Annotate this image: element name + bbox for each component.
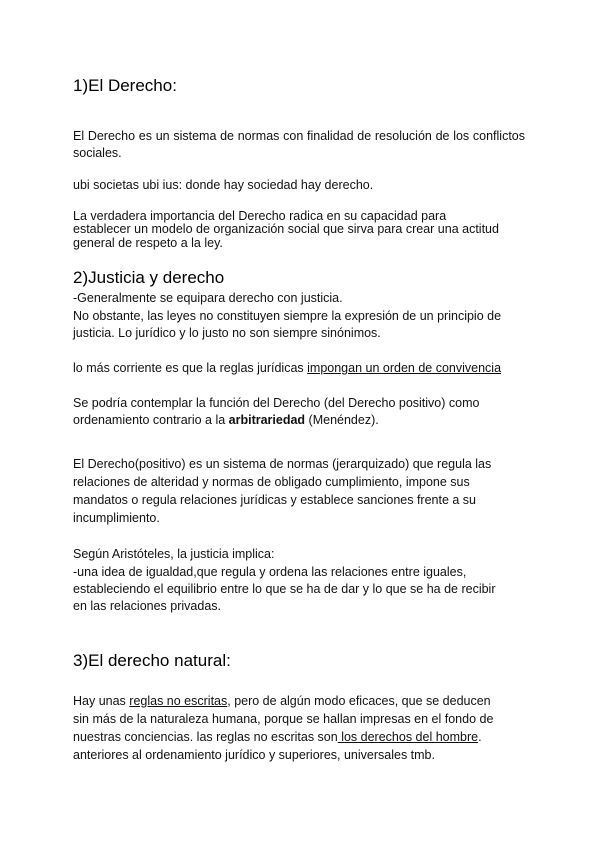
- bold-term-arbitrariedad: arbitrariedad: [228, 413, 306, 427]
- section-1-paragraph-3-line-1: La verdadera importancia del Derecho radica en su capacidad para: [73, 209, 447, 223]
- section-2-line-8: relaciones de alteridad y normas de obligado cumplimiento, impone sus: [73, 475, 470, 489]
- section-1-heading: 1)El Derecho:: [73, 76, 177, 95]
- section-3-line-3-period: .: [478, 730, 482, 744]
- section-3-line-3: [73, 729, 482, 746]
- underlined-phrase-reglas-no-escritas: reglas no escritas: [129, 694, 228, 708]
- section-2-line-12: -una idea de igualdad,que regula y ordena las relaciones entre iguales,: [73, 565, 467, 579]
- section-2-line-5: Se podría contemplar la función del Derecho (del Derecho positivo) como: [73, 396, 480, 410]
- section-2-line-6-text: ordenamiento contrario a la: [73, 413, 229, 427]
- section-2-heading: 2)Justicia y derecho: [73, 268, 225, 287]
- section-2-line-9: mandatos o regula relaciones jurídicas y establece sanciones frente a su: [73, 493, 477, 507]
- section-2-line-13: estableciendo el equilibrio entre lo que se ha de dar y lo que se ha de recibir: [73, 582, 496, 596]
- underlined-phrase-derechos-del-hombre: los derechos del hombre: [337, 730, 479, 744]
- section-3-line-3-text: nuestras conciencias. las reglas no escritas son: [73, 730, 338, 744]
- section-3-line-1-text: Hay unas: [73, 694, 130, 708]
- section-2-line-11: Según Aristóteles, la justicia implica:: [73, 547, 275, 561]
- section-1-paragraph-1: El Derecho es un sistema de normas con finalidad de resolución de los conflictos sociales.: [73, 129, 525, 160]
- section-2-line-7: El Derecho(positivo) es un sistema de normas (jerarquizado) que regula las: [73, 457, 492, 471]
- section-1-paragraph-2: ubi societas ubi ius: donde hay sociedad hay derecho.: [73, 178, 374, 192]
- section-2-line-10: incumplimiento.: [73, 511, 160, 525]
- section-3-line-1: [73, 693, 491, 710]
- section-2-line-14: en las relaciones privadas.: [73, 599, 221, 613]
- section-2-line-3: justicia. Lo jurídico y lo justo no son siempre sinónimos.: [73, 326, 381, 340]
- section-2-line-4: [73, 360, 501, 377]
- section-1-paragraph-3-line-3: general de respeto a la ley.: [73, 236, 223, 250]
- underlined-phrase-orden-convivencia: impongan un orden de convivencia: [307, 361, 502, 375]
- section-2-line-6: [73, 412, 379, 429]
- section-2-line-4-text: lo más corriente es que la reglas jurídicas: [73, 361, 308, 375]
- section-3-line-4: anteriores al ordenamiento jurídico y superiores, universales tmb.: [73, 748, 435, 762]
- section-1-paragraph-3-line-2: establecer un modelo de organización social que sirva para crear una actitud: [73, 222, 499, 236]
- section-2-line-6-citation: (Menéndez).: [305, 413, 379, 427]
- section-2-line-2: No obstante, las leyes no constituyen siempre la expresión de un principio de: [73, 309, 502, 323]
- section-3-heading: 3)El derecho natural:: [73, 651, 231, 670]
- section-3-line-2: sin más de la naturaleza humana, porque se hallan impresas en el fondo de: [73, 712, 494, 726]
- section-3-line-1-rest: , pero de algún modo eficaces, que se deducen: [227, 694, 491, 708]
- section-2-line-1: -Generalmente se equipara derecho con justicia.: [73, 291, 343, 305]
